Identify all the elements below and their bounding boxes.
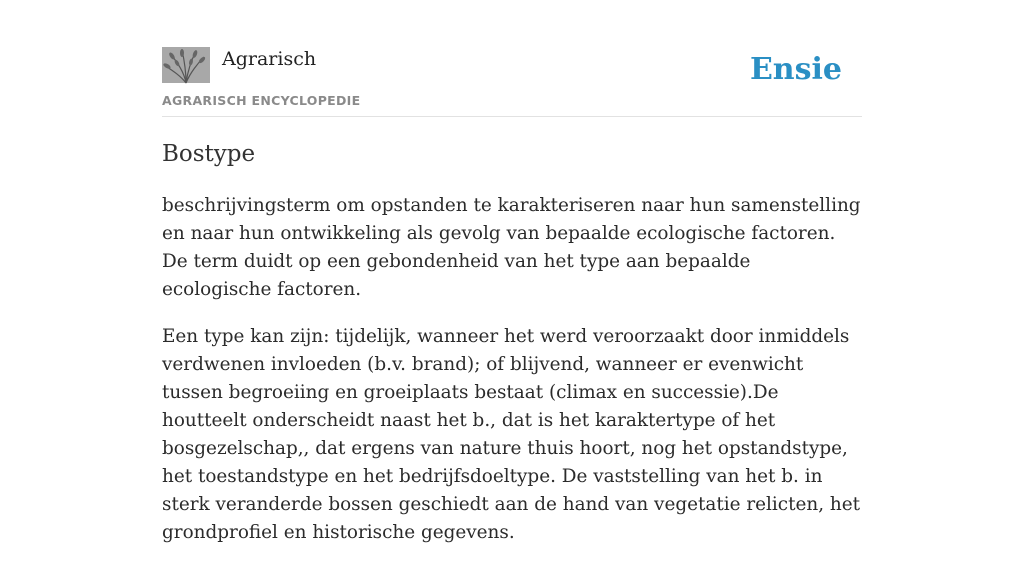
article-paragraph: beschrijvingsterm om opstanden te karakteriseren naar hun samenstelling en naar hun ontwikkeling als gevolg van bepaalde ecologische factoren. De term duidt op een gebondenheid van het type aan bepaalde ecologische factoren. xyxy=(162,195,861,300)
article-title: Bostype xyxy=(162,141,256,167)
article-body xyxy=(162,192,862,566)
source-name[interactable]: Agrarisch xyxy=(222,48,317,70)
wheat-logo-icon[interactable] xyxy=(162,47,210,83)
brand-logo[interactable]: Ensie xyxy=(749,52,842,87)
article-paragraph: Een type kan zijn: tijdelijk, wanneer het werd veroorzaakt door inmiddels verdwenen invloeden (b.v. brand); of blijvend, wanneer er evenwicht tussen begroeiing en groeiplaats bestaat (climax en successie).De houtteelt onderscheidt naast het b., dat is het karaktertype of het bosgezelschap,, dat ergens van nature thuis hoort, nog het opstandstype, het toestandstype en het bedrijfsdoeltype. De vaststelling van het b. in sterk veranderde bossen geschiedt aan de hand van vegetatie relicten, het grondprofiel en historische gegevens. xyxy=(162,326,861,543)
source-subtitle[interactable]: AGRARISCH ENCYCLOPEDIE xyxy=(162,93,361,108)
site-header xyxy=(162,44,862,117)
